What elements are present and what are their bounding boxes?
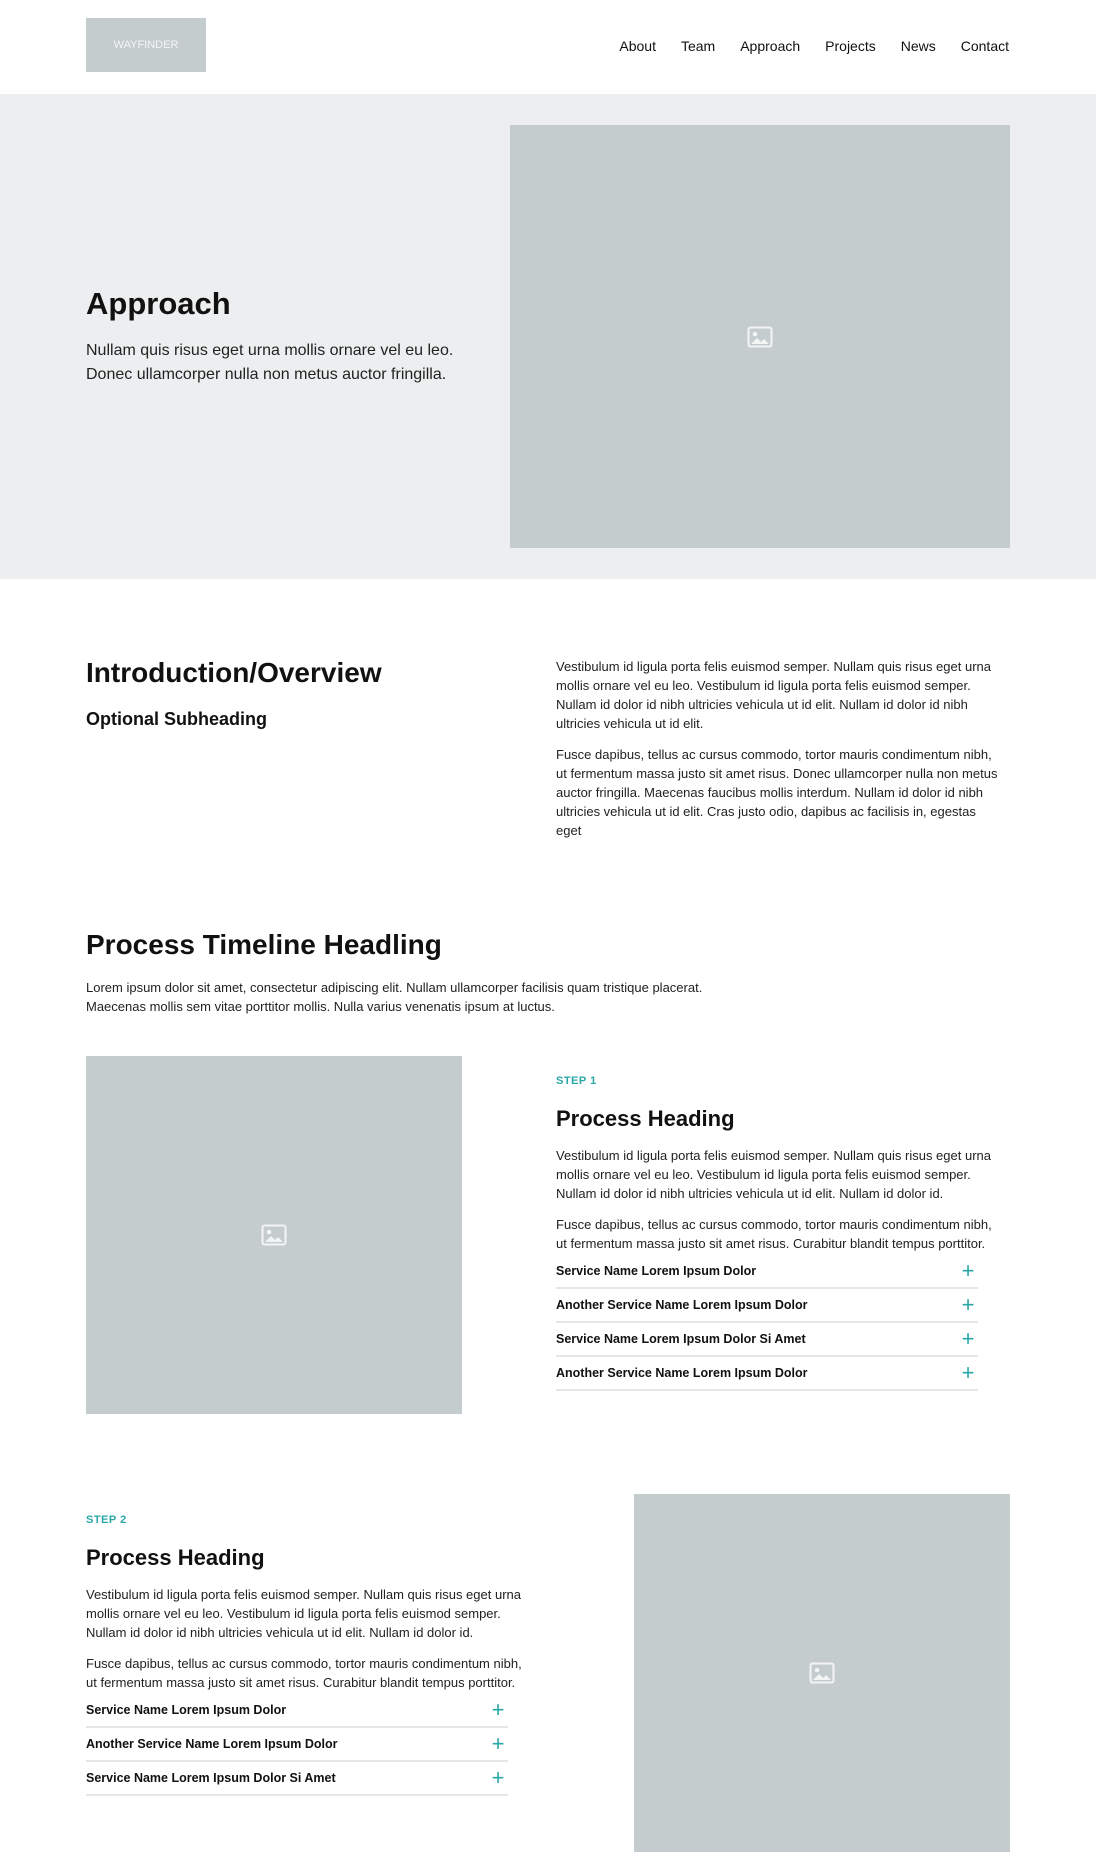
intro-paragraph: Fusce dapibus, tellus ac cursus commodo, tortor mauris condimentum nibh, ut fermentum massa justo sit amet risus. Donec ullamcorper nulla non metus auctor fringilla. Maecenas faucibus mollis interdum. Nullam id dolor id nibh ultricies vehicula ut id elit. Cras justo odio, dapibus ac facilisis in, egestas eget	[556, 747, 998, 838]
step-label: STEP 2	[86, 1514, 127, 1526]
step-paragraph: Fusce dapibus, tellus ac cursus commodo, tortor mauris condimentum nibh, ut fermentum massa justo sit amet risus. Curabitur blandit tempus porttitor.	[556, 1217, 992, 1251]
accordion-item[interactable]	[556, 1289, 978, 1323]
services-accordion	[86, 1694, 508, 1796]
step-heading: Process Heading	[556, 1106, 735, 1131]
nav-approach[interactable]: Approach	[740, 38, 801, 54]
step2	[86, 1514, 536, 1796]
nav-team[interactable]: Team	[680, 38, 716, 54]
plus-icon[interactable]: +	[961, 1360, 975, 1385]
hero-image	[510, 125, 1010, 548]
service-name: Service Name Lorem Ipsum Dolor	[86, 1703, 287, 1717]
image-icon	[747, 326, 773, 348]
accordion-item[interactable]	[86, 1728, 508, 1762]
hero-title: Approach	[86, 286, 231, 321]
intro-body	[556, 657, 1004, 852]
hero-text: Nullam quis risus eget urna mollis ornare vel eu leo. Donec ullamcorper nulla non metus auctor fringilla.	[86, 342, 454, 383]
intro-paragraph: Vestibulum id ligula porta felis euismod semper. Nullam quis risus eget urna mollis ornare vel eu leo. Vestibulum id ligula porta felis euismod semper. Nullam id dolor id nibh ultricies vehicula ut id elit. Nullam id dolor id nibh ultricies vehicula ut id elit.	[556, 659, 991, 731]
service-name: Another Service Name Lorem Ipsum Dolor	[556, 1366, 808, 1380]
plus-icon[interactable]: +	[491, 1731, 505, 1756]
step-body	[556, 1146, 1006, 1253]
service-name: Service Name Lorem Ipsum Dolor Si Amet	[556, 1332, 806, 1346]
main-nav	[619, 38, 1009, 54]
accordion-item[interactable]	[86, 1694, 508, 1728]
nav-projects[interactable]: Projects	[825, 38, 876, 54]
plus-icon[interactable]: +	[961, 1326, 975, 1351]
step1	[556, 1075, 1006, 1391]
plus-icon[interactable]: +	[961, 1292, 975, 1317]
accordion-item[interactable]	[556, 1323, 978, 1357]
step-paragraph: Vestibulum id ligula porta felis euismod semper. Nullam quis risus eget urna mollis ornare vel eu leo. Vestibulum id ligula porta felis euismod semper. Nullam id dolor id nibh ultricies vehicula ut id elit. Nullam id dolor id.	[556, 1148, 991, 1201]
accordion-item[interactable]	[86, 1762, 508, 1796]
image-icon	[809, 1662, 835, 1684]
service-name: Another Service Name Lorem Ipsum Dolor	[556, 1298, 808, 1312]
services-accordion	[556, 1255, 978, 1391]
service-name: Service Name Lorem Ipsum Dolor	[556, 1264, 757, 1278]
service-name: Another Service Name Lorem Ipsum Dolor	[86, 1737, 338, 1751]
plus-icon[interactable]: +	[961, 1258, 975, 1283]
nav-news[interactable]: News	[900, 38, 936, 54]
accordion-item[interactable]	[556, 1357, 978, 1391]
step-heading: Process Heading	[86, 1545, 265, 1570]
timeline-text: Lorem ipsum dolor sit amet, consectetur adipiscing elit. Nullam ullamcorper facilisis quam tristique placerat. Maecenas mollis sem vitae porttitor mollis. Nulla varius venenatis ipsum at luctus.	[86, 980, 703, 1014]
step-paragraph: Vestibulum id ligula porta felis euismod semper. Nullam quis risus eget urna mollis ornare vel eu leo. Vestibulum id ligula porta felis euismod semper. Nullam id dolor id nibh ultricies vehicula ut id elit. Nullam id dolor id.	[86, 1587, 521, 1640]
service-name: Service Name Lorem Ipsum Dolor Si Amet	[86, 1771, 336, 1785]
logo[interactable]: WAYFINDER	[86, 18, 206, 72]
step2-image	[634, 1494, 1010, 1852]
step-label: STEP 1	[556, 1075, 597, 1087]
nav-about[interactable]: About	[619, 38, 656, 54]
step-paragraph: Fusce dapibus, tellus ac cursus commodo, tortor mauris condimentum nibh, ut fermentum massa justo sit amet risus. Curabitur blandit tempus porttitor.	[86, 1656, 522, 1690]
accordion-item[interactable]	[556, 1255, 978, 1289]
image-icon	[261, 1224, 287, 1246]
intro-subheading: Optional Subheading	[86, 709, 267, 729]
step-body	[86, 1585, 536, 1692]
plus-icon[interactable]: +	[491, 1765, 505, 1790]
step1-image	[86, 1056, 462, 1414]
timeline-title: Process Timeline Headling	[86, 929, 442, 960]
plus-icon[interactable]: +	[491, 1697, 505, 1722]
intro-title: Introduction/Overview	[86, 657, 382, 688]
nav-contact[interactable]: Contact	[960, 38, 1009, 54]
